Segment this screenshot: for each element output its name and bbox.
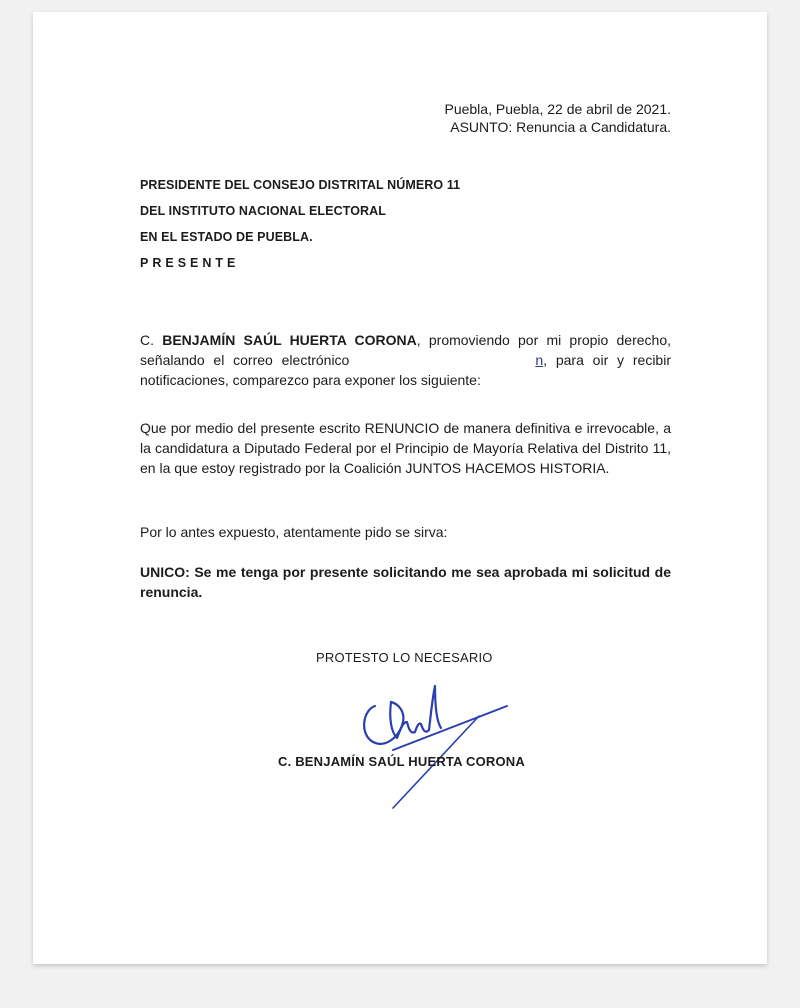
paragraph-intro	[140, 330, 671, 390]
addressee-line-2: DEL INSTITUTO NACIONAL ELECTORAL	[140, 204, 387, 218]
addressee-line-1: PRESIDENTE DEL CONSEJO DISTRITAL NÚMERO 11	[140, 178, 461, 192]
document-page	[33, 12, 767, 964]
addressee-line-4: PRESENTE	[140, 256, 240, 270]
paragraph-request: Por lo antes expuesto, atentamente pido se sirva:	[140, 524, 448, 540]
subject-line: ASUNTO: Renuncia a Candidatura.	[450, 119, 671, 135]
place-date: Puebla, Puebla, 22 de abril de 2021.	[444, 101, 671, 117]
addressee-block	[140, 172, 460, 276]
letter-header	[444, 100, 671, 136]
paragraph-renuncia: Que por medio del presente escrito RENUNCIO de manera definitiva e irrevocable, a la candidatura a Diputado Federal por el Principio de Mayoría Relativa del Distrito 11, en la que estoy registrado por la Coalición JUNTOS HACEMOS HISTORIA.	[140, 420, 671, 476]
addressee-line-3: EN EL ESTADO DE PUEBLA.	[140, 230, 313, 244]
email-link[interactable]: n	[535, 352, 544, 368]
handwritten-signature	[333, 672, 533, 812]
protesto-line: PROTESTO LO NECESARIO	[316, 650, 493, 665]
promoter-name: BENJAMÍN SAÚL HUERTA CORONA	[162, 332, 417, 348]
signer-name: C. BENJAMÍN SAÚL HUERTA CORONA	[278, 754, 525, 769]
paragraph-unico: UNICO: Se me tenga por presente solicitando me sea aprobada mi solicitud de renuncia.	[140, 564, 671, 600]
intro-text-a: , promoviendo por mi propio derecho, señalando el correo electrónico	[140, 332, 672, 368]
intro-text-b: , para oir y recibir notificaciones, comparezco para exponer los siguiente:	[140, 352, 671, 388]
intro-prefix: C.	[140, 332, 163, 348]
